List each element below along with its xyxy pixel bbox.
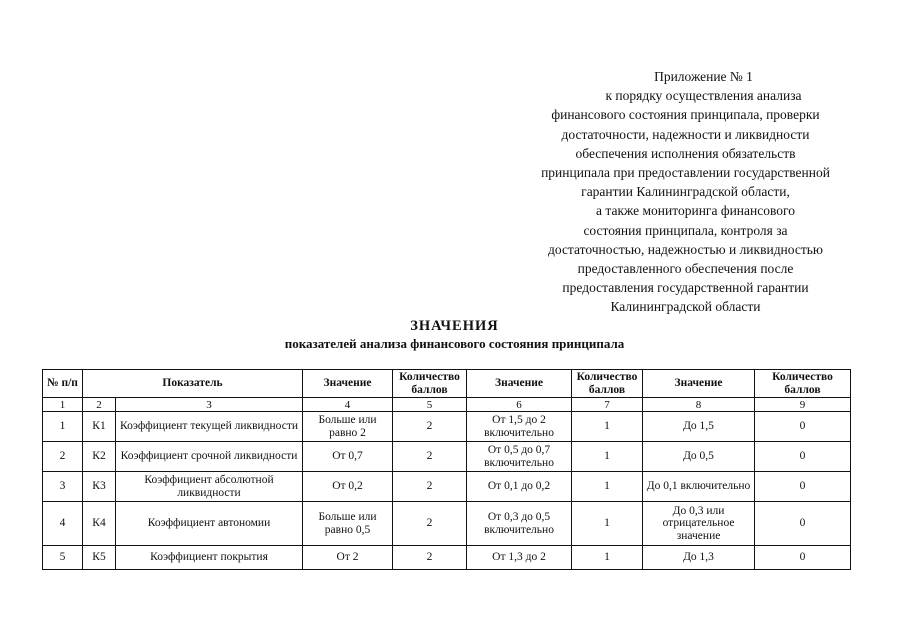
- score-mid: 1: [572, 546, 643, 570]
- value-mid: От 0,3 до 0,5 включительно: [467, 502, 572, 546]
- score-low: 0: [755, 502, 851, 546]
- appendix-line: предоставленного обеспечения после: [577, 261, 794, 277]
- column-number: 2: [83, 398, 116, 412]
- appendix-line: обеспечения исполнения обязательств: [575, 145, 796, 161]
- value-high: От 0,7: [303, 442, 393, 472]
- score-high: 2: [393, 472, 467, 502]
- value-low: До 1,3: [643, 546, 755, 570]
- appendix-line: состояния принципала, контроля за: [583, 222, 788, 238]
- appendix-line: к порядку осуществления анализа: [605, 88, 802, 104]
- table-row: [43, 502, 851, 546]
- header-cell-score: Количество баллов: [572, 370, 643, 398]
- indicator-name: Коэффициент автономии: [116, 502, 303, 546]
- appendix-line: финансового состояния принципала, проверки: [551, 107, 820, 123]
- row-number: 3: [43, 472, 83, 502]
- indicator-name: Коэффициент покрытия: [116, 546, 303, 570]
- header-cell-value: Значение: [643, 370, 755, 398]
- value-low: До 1,5: [643, 412, 755, 442]
- row-number: 1: [43, 412, 83, 442]
- score-mid: 1: [572, 442, 643, 472]
- row-number: 5: [43, 546, 83, 570]
- appendix-line: а также мониторинга финансового: [596, 203, 795, 219]
- table-row: [43, 412, 851, 442]
- indicators-table: [42, 369, 851, 570]
- value-high: Больше или равно 0,5: [303, 502, 393, 546]
- value-mid: От 1,3 до 2: [467, 546, 572, 570]
- indicator-name: Коэффициент абсолютной ликвидности: [116, 472, 303, 502]
- score-high: 2: [393, 412, 467, 442]
- appendix-line: достаточностью, надежностью и ликвидностью: [547, 241, 824, 257]
- appendix-line: принципала при предоставлении государственной: [541, 165, 830, 181]
- score-low: 0: [755, 442, 851, 472]
- appendix-line: предоставления государственной гарантии: [562, 280, 809, 296]
- score-low: 0: [755, 472, 851, 502]
- row-number: 2: [43, 442, 83, 472]
- table-row: [43, 472, 851, 502]
- document-heading: [0, 317, 905, 352]
- value-low: До 0,1 включительно: [643, 472, 755, 502]
- table-header-row: [43, 370, 851, 398]
- appendix-line: Калининградской области: [610, 299, 761, 315]
- score-high: 2: [393, 442, 467, 472]
- column-number: 8: [643, 398, 755, 412]
- header-cell-score: Количество баллов: [755, 370, 851, 398]
- table-row: [43, 442, 851, 472]
- document-title: ЗНАЧЕНИЯ: [410, 318, 499, 334]
- column-number: 4: [303, 398, 393, 412]
- indicator-name: Коэффициент текущей ликвидности: [116, 412, 303, 442]
- value-low: До 0,3 или отрицательное значение: [643, 502, 755, 546]
- score-low: 0: [755, 546, 851, 570]
- value-high: От 2: [303, 546, 393, 570]
- value-low: До 0,5: [643, 442, 755, 472]
- indicator-code: К2: [83, 442, 116, 472]
- header-cell-indicator: Показатель: [83, 370, 303, 398]
- score-high: 2: [393, 502, 467, 546]
- column-number: 5: [393, 398, 467, 412]
- value-high: Больше или равно 2: [303, 412, 393, 442]
- appendix-line: гарантии Калининградской области,: [581, 184, 790, 200]
- row-number: 4: [43, 502, 83, 546]
- indicator-name: Коэффициент срочной ликвидности: [116, 442, 303, 472]
- indicator-code: К4: [83, 502, 116, 546]
- column-number: 1: [43, 398, 83, 412]
- column-number: 7: [572, 398, 643, 412]
- table-row: [43, 546, 851, 570]
- header-cell-value: Значение: [467, 370, 572, 398]
- indicator-code: К5: [83, 546, 116, 570]
- document-subtitle: показателей анализа финансового состояния принципала: [284, 336, 625, 351]
- score-low: 0: [755, 412, 851, 442]
- appendix-line: достаточности, надежности и ликвидности: [561, 126, 810, 142]
- appendix-note: [508, 67, 863, 317]
- score-high: 2: [393, 546, 467, 570]
- score-mid: 1: [572, 472, 643, 502]
- appendix-line: Приложение № 1: [654, 69, 753, 84]
- value-high: От 0,2: [303, 472, 393, 502]
- header-cell-number: № п/п: [43, 370, 83, 398]
- column-number: 6: [467, 398, 572, 412]
- column-number: 9: [755, 398, 851, 412]
- header-cell-value: Значение: [303, 370, 393, 398]
- value-mid: От 1,5 до 2 включительно: [467, 412, 572, 442]
- score-mid: 1: [572, 502, 643, 546]
- column-number-row: [43, 398, 851, 412]
- value-mid: От 0,1 до 0,2: [467, 472, 572, 502]
- score-mid: 1: [572, 412, 643, 442]
- value-mid: От 0,5 до 0,7 включительно: [467, 442, 572, 472]
- column-number: 3: [116, 398, 303, 412]
- indicator-code: К1: [83, 412, 116, 442]
- header-cell-score: Количество баллов: [393, 370, 467, 398]
- indicator-code: К3: [83, 472, 116, 502]
